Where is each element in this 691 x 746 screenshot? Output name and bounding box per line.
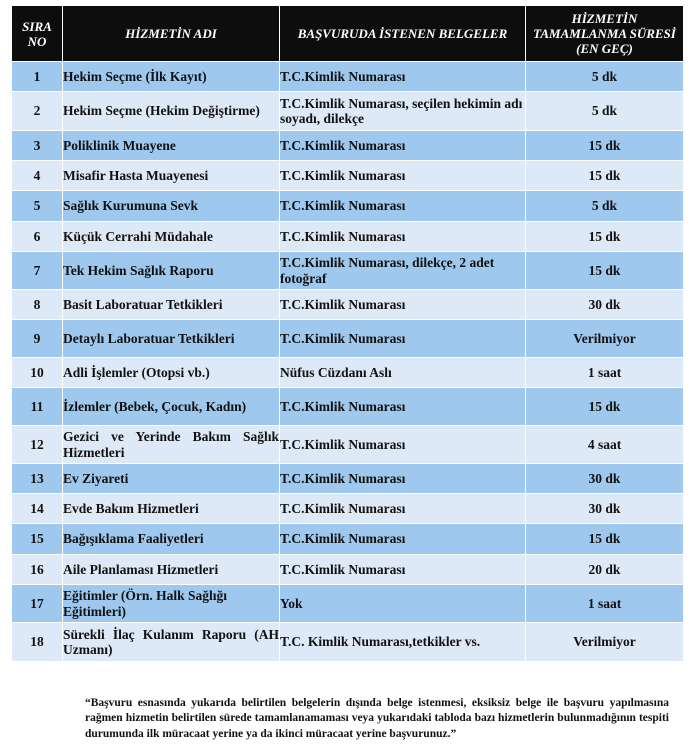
row-service-name: Hekim Seçme (Hekim Değiştirme) (63, 92, 280, 131)
table-row (12, 222, 684, 252)
row-documents: T.C.Kimlik Numarası, seçilen hekimin adı soyadı, dilekçe (280, 92, 526, 131)
table-row (12, 524, 684, 555)
table-row (12, 464, 684, 494)
row-no: 5 (12, 191, 63, 222)
table-row (12, 161, 684, 191)
row-no: 18 (12, 623, 63, 662)
row-documents: T.C.Kimlik Numarası (280, 388, 526, 426)
row-duration: 15 dk (526, 131, 684, 161)
table-row (12, 388, 684, 426)
row-documents: T.C.Kimlik Numarası (280, 62, 526, 92)
row-service-name: İzlemler (Bebek, Çocuk, Kadın) (63, 388, 280, 426)
table-row (12, 62, 684, 92)
table-row (12, 92, 684, 131)
row-duration: Verilmiyor (526, 320, 684, 358)
row-service-name: Sürekli İlaç Kulanım Raporu (AH Uzmanı) (63, 623, 280, 662)
row-service-name: Ev Ziyareti (63, 464, 280, 494)
row-documents: T.C.Kimlik Numarası (280, 191, 526, 222)
row-duration: Verilmiyor (526, 623, 684, 662)
row-documents: T.C.Kimlik Numarası (280, 524, 526, 555)
row-no: 9 (12, 320, 63, 358)
row-no: 15 (12, 524, 63, 555)
row-service-name: Eğitimler (Örn. Halk Sağlığı Eğitimleri) (63, 585, 280, 623)
row-documents: Nüfus Cüzdanı Aslı (280, 358, 526, 388)
footnote: “Başvuru esnasında yukarıda belirtilen belgelerin dışında belge istenmesi, eksiksiz belge ile başvuru yapılmasına rağmen hizmetin belirtilen sürede tamamlanamaması veya yukarıdaki tabloda bazı hizmetlerin bulunmadığının tespiti durumunda ilk müracaat yerine ya da ikinci müracaat yerine başvurunuz.” (85, 696, 669, 740)
row-duration: 30 dk (526, 290, 684, 320)
row-documents: T.C.Kimlik Numarası, dilekçe, 2 adet fotoğraf (280, 252, 526, 290)
row-service-name: Sağlık Kurumuna Sevk (63, 191, 280, 222)
row-duration: 5 dk (526, 62, 684, 92)
row-service-name: Küçük Cerrahi Müdahale (63, 222, 280, 252)
table-row (12, 191, 684, 222)
header-row (12, 6, 684, 62)
row-documents: T.C.Kimlik Numarası (280, 426, 526, 464)
table-row (12, 555, 684, 585)
row-no: 14 (12, 494, 63, 524)
row-duration: 15 dk (526, 161, 684, 191)
row-service-name: Poliklinik Muayene (63, 131, 280, 161)
row-documents: T.C.Kimlik Numarası (280, 161, 526, 191)
row-no: 3 (12, 131, 63, 161)
row-no: 10 (12, 358, 63, 388)
header-documents: BAŞVURUDA İSTENEN BELGELER (280, 6, 526, 62)
row-documents: T.C.Kimlik Numarası (280, 222, 526, 252)
header-service-name: HİZMETİN ADI (63, 6, 280, 62)
header-no: SIRA NO (12, 6, 63, 62)
row-duration: 15 dk (526, 252, 684, 290)
row-service-name: Adli İşlemler (Otopsi vb.) (63, 358, 280, 388)
row-duration: 4 saat (526, 426, 684, 464)
row-duration: 15 dk (526, 524, 684, 555)
row-duration: 30 dk (526, 464, 684, 494)
row-no: 11 (12, 388, 63, 426)
row-duration: 1 saat (526, 585, 684, 623)
row-service-name: Gezici ve Yerinde Bakım Sağlık Hizmetleri (63, 426, 280, 464)
row-service-name: Aile Planlaması Hizmetleri (63, 555, 280, 585)
row-duration: 1 saat (526, 358, 684, 388)
row-duration: 5 dk (526, 191, 684, 222)
row-duration: 5 dk (526, 92, 684, 131)
table-row (12, 585, 684, 623)
row-no: 16 (12, 555, 63, 585)
row-no: 4 (12, 161, 63, 191)
row-documents: T.C.Kimlik Numarası (280, 494, 526, 524)
row-no: 17 (12, 585, 63, 623)
row-documents: T.C. Kimlik Numarası,tetkikler vs. (280, 623, 526, 662)
row-no: 13 (12, 464, 63, 494)
table-row (12, 290, 684, 320)
row-no: 2 (12, 92, 63, 131)
row-duration: 20 dk (526, 555, 684, 585)
row-service-name: Hekim Seçme (İlk Kayıt) (63, 62, 280, 92)
table-row (12, 623, 684, 662)
row-service-name: Tek Hekim Sağlık Raporu (63, 252, 280, 290)
row-service-name: Evde Bakım Hizmetleri (63, 494, 280, 524)
row-documents: T.C.Kimlik Numarası (280, 555, 526, 585)
table-row (12, 131, 684, 161)
row-duration: 15 dk (526, 388, 684, 426)
row-documents: T.C.Kimlik Numarası (280, 290, 526, 320)
row-service-name: Basit Laboratuar Tetkikleri (63, 290, 280, 320)
row-service-name: Detaylı Laboratuar Tetkikleri (63, 320, 280, 358)
row-duration: 15 dk (526, 222, 684, 252)
row-no: 1 (12, 62, 63, 92)
row-documents: T.C.Kimlik Numarası (280, 464, 526, 494)
table-row (12, 252, 684, 290)
table-row (12, 358, 684, 388)
row-no: 12 (12, 426, 63, 464)
services-table (11, 5, 684, 662)
table-row (12, 426, 684, 464)
header-duration: HİZMETİN TAMAMLANMA SÜRESİ (EN GEÇ) (526, 6, 684, 62)
table-row (12, 494, 684, 524)
row-service-name: Misafir Hasta Muayenesi (63, 161, 280, 191)
row-documents: T.C.Kimlik Numarası (280, 131, 526, 161)
row-service-name: Bağışıklama Faaliyetleri (63, 524, 280, 555)
row-documents: T.C.Kimlik Numarası (280, 320, 526, 358)
row-duration: 30 dk (526, 494, 684, 524)
row-documents: Yok (280, 585, 526, 623)
row-no: 6 (12, 222, 63, 252)
row-no: 7 (12, 252, 63, 290)
row-no: 8 (12, 290, 63, 320)
table-row (12, 320, 684, 358)
